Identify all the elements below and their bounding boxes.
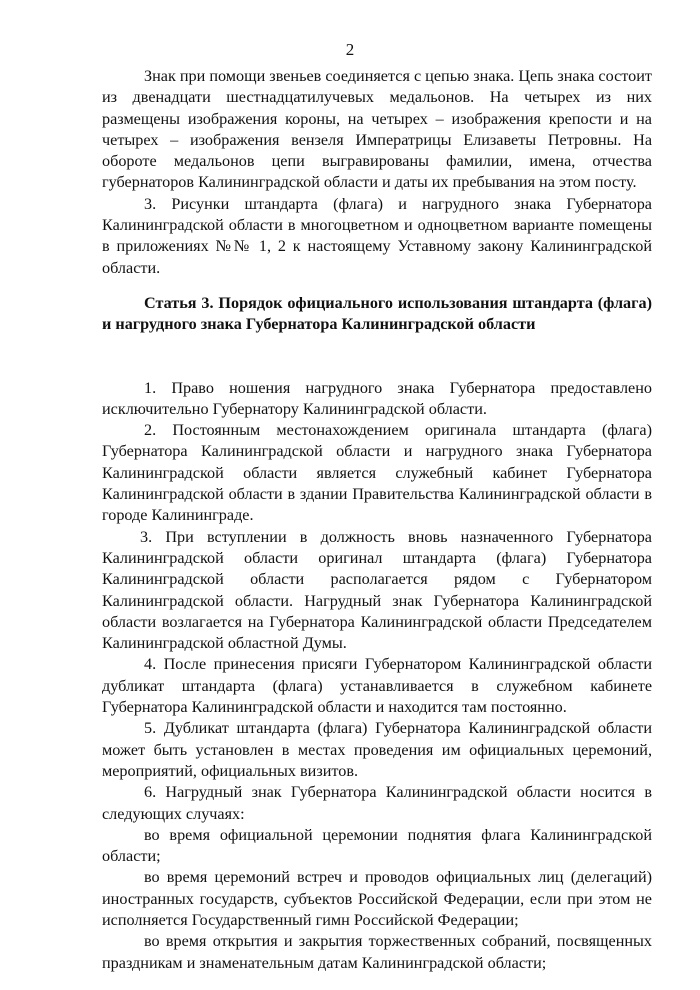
- paragraph-item-6: 6. Нагрудный знак Губернатора Калининградской области носится в следующих случаях:: [102, 783, 652, 823]
- paragraph-badge-chain: Знак при помощи звеньев соединяется с цепью знака. Цепь знака состоит из двенадцати шестнадцатилучевых медальонов. На четырех из них размещены изображения короны, на четырех – изображения крепости и на четырех – изображения вензеля Императрицы Елизаветы Петровны. На обороте медальонов цепи выгравированы фамилии, имена, отчества губернаторов Калининградской области и даты их пребывания на этом посту.: [102, 67, 652, 192]
- paragraph-item-5: 5. Дубликат штандарта (флага) Губернатора Калининградской области может быть установлен в местах проведения им официальных церемоний, мероприятий, официальных визитов.: [102, 719, 652, 780]
- paragraph-item-4: 4. После принесения присяги Губернатором Калининградской области дубликат штандарта (флага) устанавливается в служебном кабинете Губернатора Калининградской области и находится там постоянно.: [102, 655, 652, 717]
- paragraph-item-3: 3. При вступлении в должность вновь назначенного Губернатора Калининградской области оригинал штандарта (флага) Губернатора Калининградской области располагается рядом с Губернатором Калининградской области. Нагрудный знак Губернатора Калининградской области возлагается на Губернатора Калининградской области Председателем Калининградской областной Думы.: [102, 527, 652, 653]
- paragraph-case-flag-ceremony: во время официальной церемонии поднятия флага Калининградской области;: [102, 825, 652, 866]
- paragraph-case-solemn-meetings: во время открытия и закрытия торжественных собраний, посвященных праздникам и знаменательным датам Калининградской области;: [102, 932, 652, 972]
- spacer: [102, 336, 652, 378]
- article-3-heading: Статья 3. Порядок официального использования штандарта (флага) и нагрудного знака Губернатора Калининградской области: [102, 293, 652, 334]
- paragraph-case-delegations: во время церемоний встреч и проводов официальных лиц (делегаций) иностранных государств, субъектов Российской Федерации, если при этом не исполняется Государственный гимн Российской Федерации;: [102, 868, 652, 929]
- paragraph-item-3-drawings: 3. Рисунки штандарта (флага) и нагрудного знака Губернатора Калининградской области в многоцветном и одноцветном варианте помещены в приложениях №№ 1, 2 к настоящему Уставному закону Калининградской области.: [102, 194, 652, 277]
- document-body: [102, 66, 652, 974]
- paragraph-item-1: 1. Право ношения нагрудного знака Губернатора предоставлено исключительно Губернатору Калининградской области.: [102, 378, 652, 418]
- page-number: 2: [345, 40, 355, 59]
- paragraph-item-2: 2. Постоянным местонахождением оригинала штандарта (флага) Губернатора Калининградской области и нагрудного знака Губернатора Калининградской области является служебный кабинет Губернатора Калининградской области в здании Правительства Калининградской области в городе Калининграде.: [102, 421, 652, 525]
